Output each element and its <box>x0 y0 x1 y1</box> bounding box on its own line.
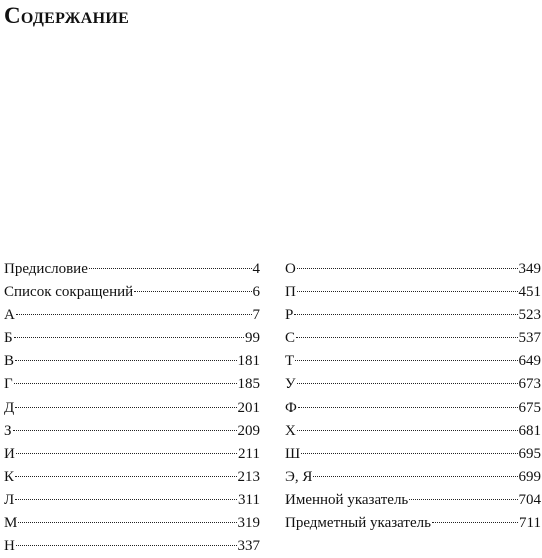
dot-leader <box>409 499 517 500</box>
toc-entry-page: 211 <box>238 445 260 462</box>
toc-entry-page: 337 <box>237 538 260 555</box>
dot-leader <box>15 407 236 408</box>
toc-entry-label: В <box>4 353 15 370</box>
toc-entry[interactable] <box>4 489 260 512</box>
toc-entry-label: Предметный указатель <box>285 515 431 532</box>
dot-leader <box>297 383 518 384</box>
toc-entry-label: Предисловие <box>4 261 88 277</box>
toc-entry-label: Ф <box>285 399 297 416</box>
toc-column-right <box>285 258 541 535</box>
toc-column-left <box>4 258 260 558</box>
toc-entry-page: 523 <box>518 307 541 324</box>
toc-entry-page: 7 <box>252 307 260 324</box>
toc-entry[interactable] <box>4 350 260 373</box>
toc-entry-page: 699 <box>518 468 541 485</box>
dot-leader <box>16 314 252 315</box>
dot-leader <box>432 522 518 523</box>
dot-leader <box>18 522 236 523</box>
toc-entry-label: Н <box>4 538 15 555</box>
toc-entry-page: 209 <box>237 422 260 439</box>
toc-entry-page: 704 <box>518 491 541 508</box>
dot-leader <box>313 476 517 477</box>
toc-entry-page: 695 <box>518 445 541 462</box>
toc-entry-label: Именной указатель <box>285 491 409 508</box>
toc-entry-label: Д <box>4 399 15 416</box>
toc-entry-label: А <box>4 307 15 324</box>
toc-entry[interactable] <box>285 420 541 443</box>
toc-entry[interactable] <box>4 373 260 396</box>
toc-entry[interactable] <box>285 258 541 281</box>
toc-entry[interactable] <box>4 535 260 558</box>
dot-leader <box>14 383 237 384</box>
dot-leader <box>134 291 251 292</box>
toc-entry[interactable] <box>4 466 260 489</box>
toc-entry-page: 681 <box>518 422 541 439</box>
toc-entry[interactable] <box>285 327 541 350</box>
toc-entry[interactable] <box>4 281 260 304</box>
toc-entry-page: 213 <box>237 468 260 485</box>
toc-entry-label: Х <box>285 422 296 439</box>
toc-entry[interactable] <box>285 397 541 420</box>
dot-leader <box>89 268 252 269</box>
toc-entry-label: Б <box>4 330 13 347</box>
dot-leader <box>15 499 237 500</box>
dot-leader <box>16 545 237 546</box>
toc-entry-page: 319 <box>237 515 260 532</box>
toc-entry-label: О <box>285 261 296 277</box>
dot-leader <box>296 337 517 338</box>
toc-entry-page: 311 <box>238 491 260 508</box>
toc-entry-label: Список сокращений <box>4 284 134 301</box>
toc-entry[interactable] <box>4 397 260 420</box>
toc-entry-page: 451 <box>518 284 541 301</box>
toc-entry-label: Ш <box>285 445 301 462</box>
dot-leader <box>295 360 517 361</box>
dot-leader <box>301 453 517 454</box>
dot-leader <box>298 407 518 408</box>
dot-leader <box>14 337 244 338</box>
toc-entry-page: 181 <box>237 353 260 370</box>
toc-entry[interactable] <box>285 466 541 489</box>
toc-entry[interactable] <box>285 350 541 373</box>
toc-entry-label: К <box>4 468 15 485</box>
toc-entry[interactable] <box>4 327 260 350</box>
toc-entry-page: 675 <box>518 399 541 416</box>
toc-entry-page: 649 <box>518 353 541 370</box>
toc-entry-page: 99 <box>245 330 260 347</box>
toc-entry-page: 185 <box>237 376 260 393</box>
toc-entry[interactable] <box>285 512 541 535</box>
toc-entry[interactable] <box>4 512 260 535</box>
toc-entry-page: 201 <box>237 399 260 416</box>
toc-entry[interactable] <box>285 304 541 327</box>
toc-entry-label: З <box>4 422 12 439</box>
toc-entry[interactable] <box>4 258 260 281</box>
dot-leader <box>294 314 517 315</box>
page-title: Содержание <box>4 3 130 28</box>
toc-entry[interactable] <box>285 443 541 466</box>
dot-leader <box>16 453 237 454</box>
toc-entry[interactable] <box>285 373 541 396</box>
dot-leader <box>297 291 518 292</box>
toc-entry-label: У <box>285 376 296 393</box>
dot-leader <box>297 268 518 269</box>
toc-entry-page: 349 <box>518 261 541 277</box>
dot-leader <box>297 430 518 431</box>
toc-entry[interactable] <box>285 281 541 304</box>
toc-entry[interactable] <box>4 443 260 466</box>
toc-entry-label: И <box>4 445 15 462</box>
toc-entry-page: 711 <box>519 515 541 532</box>
toc-entry[interactable] <box>285 489 541 512</box>
dot-leader <box>13 430 237 431</box>
dot-leader <box>15 360 236 361</box>
toc-entry-label: М <box>4 515 18 532</box>
toc-entry-label: С <box>285 330 296 347</box>
toc-entry[interactable] <box>4 304 260 327</box>
toc-entry-label: Т <box>285 353 295 370</box>
toc-entry-label: П <box>285 284 296 301</box>
dot-leader <box>15 476 236 477</box>
toc-entry-label: Г <box>4 376 13 393</box>
toc-entry-page: 6 <box>252 284 260 301</box>
toc-entry-label: Л <box>4 491 15 508</box>
toc-entry-label: Э, Я <box>285 468 313 485</box>
toc-entry-page: 4 <box>252 261 260 277</box>
toc-entry-page: 673 <box>518 376 541 393</box>
toc-entry[interactable] <box>4 420 260 443</box>
toc-entry-page: 537 <box>518 330 541 347</box>
toc-entry-label: Р <box>285 307 294 324</box>
